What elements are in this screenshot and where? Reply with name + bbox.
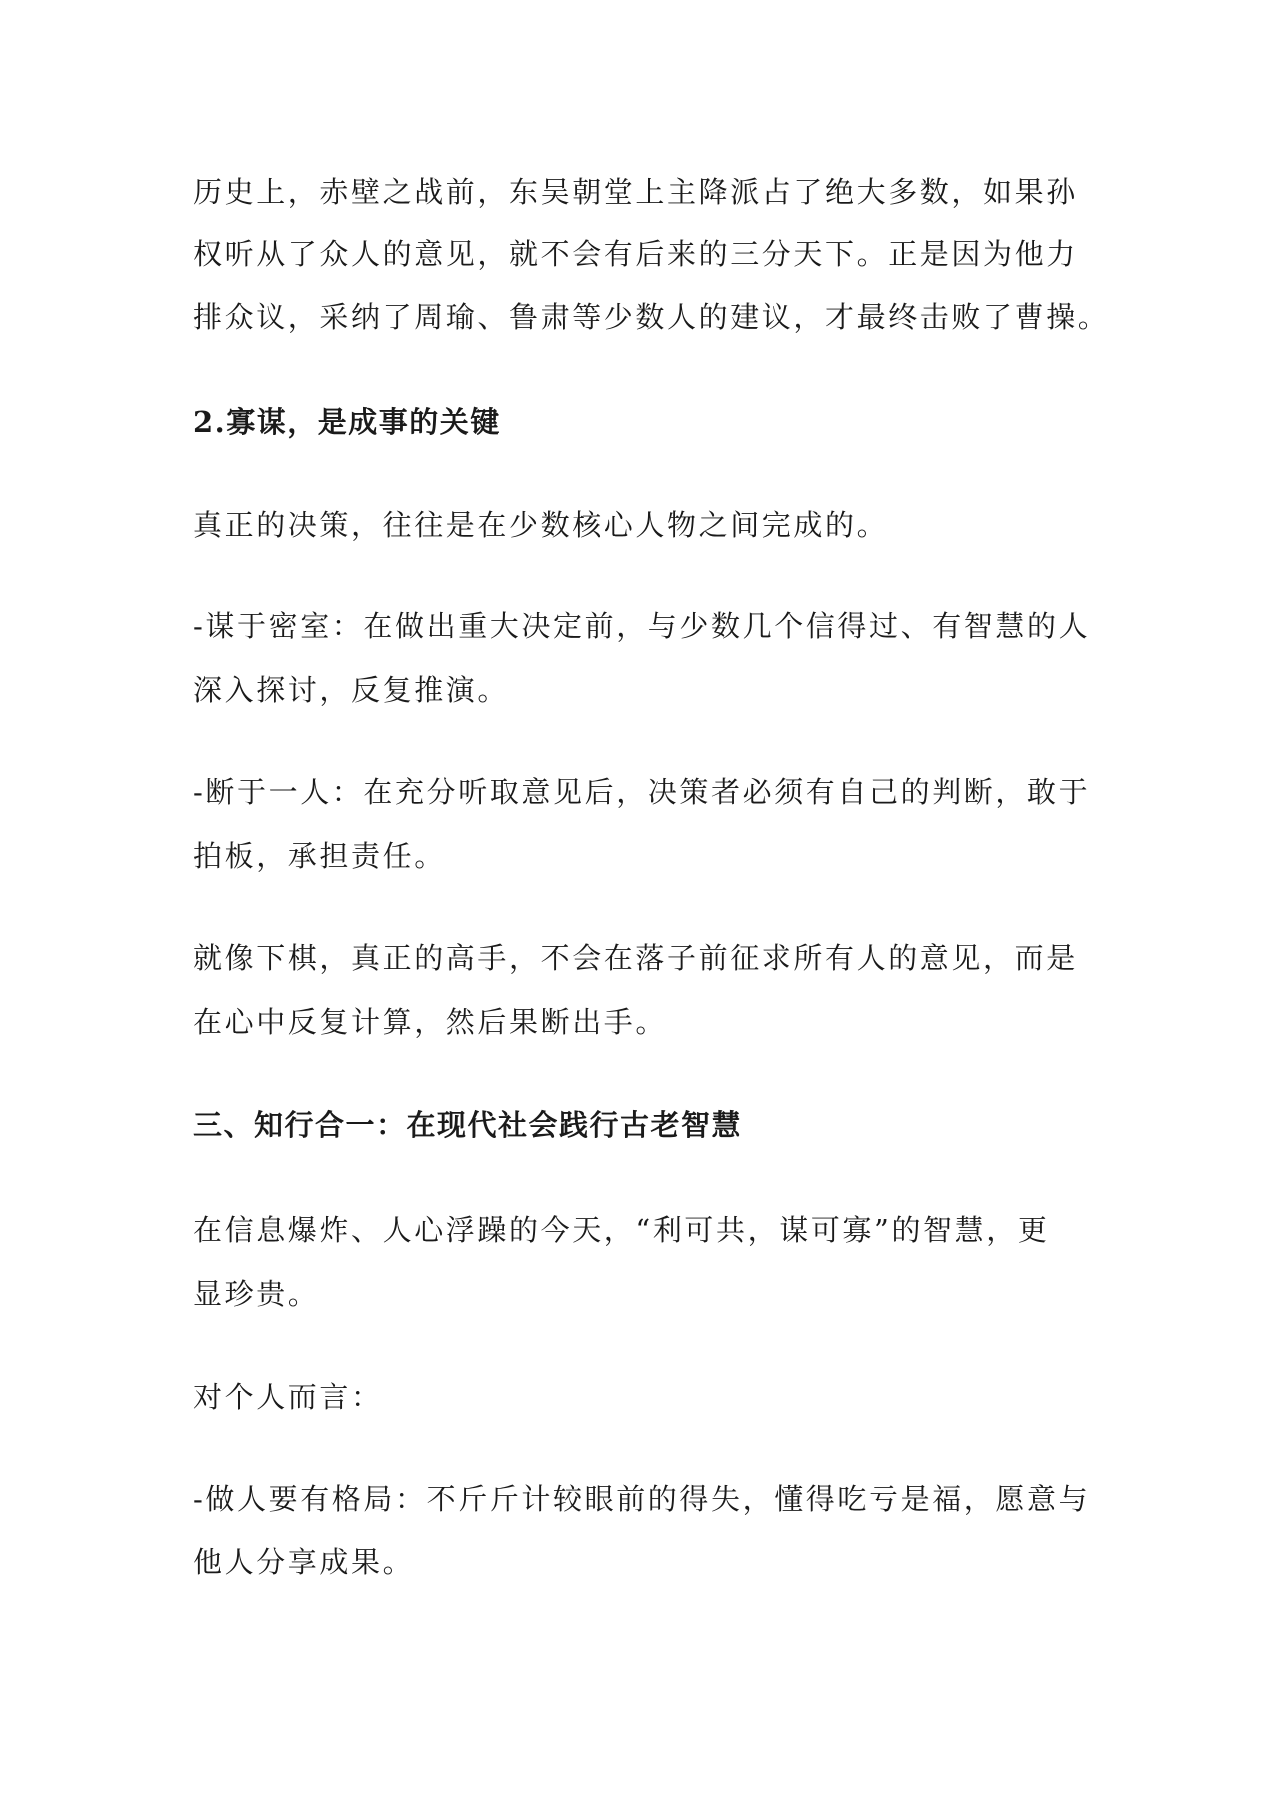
body-text-line: 在信息爆炸、人心浮躁的今天，“利可共，谋可寡”的智慧，更: [193, 1213, 1050, 1247]
body-text-line: 历史上，赤壁之战前，东吴朝堂上主降派占了绝大多数，如果孙: [193, 175, 1078, 209]
bullet-text-line: -断于一人：在充分听取意见后，决策者必须有自己的判断，敢于: [193, 775, 1091, 809]
body-text-line: 对个人而言：: [193, 1380, 383, 1414]
body-text-line: 就像下棋，真正的高手，不会在落子前征求所有人的意见，而是: [193, 941, 1078, 975]
section-heading: 2.寡谋，是成事的关键: [193, 405, 501, 439]
bullet-text-line: -谋于密室：在做出重大决定前，与少数几个信得过、有智慧的人: [193, 609, 1091, 643]
bullet-text-line: 深入探讨，反复推演。: [193, 673, 510, 707]
body-text-line: 显珍贵。: [193, 1277, 320, 1311]
bullet-text-line: -做人要有格局：不斤斤计较眼前的得失，懂得吃亏是福，愿意与: [193, 1482, 1091, 1516]
bullet-text-line: 拍板，承担责任。: [193, 839, 446, 873]
body-text-line: 在心中反复计算，然后果断出手。: [193, 1005, 668, 1039]
body-text-line: 权听从了众人的意见，就不会有后来的三分天下。正是因为他力: [193, 237, 1078, 271]
bullet-text-line: 他人分享成果。: [193, 1545, 415, 1579]
section-heading: 三、知行合一：在现代社会践行古老智慧: [193, 1108, 743, 1142]
body-text-line: 真正的决策，往往是在少数核心人物之间完成的。: [193, 508, 889, 542]
body-text-line: 排众议，采纳了周瑜、鲁肃等少数人的建议，才最终击败了曹操。: [193, 300, 1110, 334]
